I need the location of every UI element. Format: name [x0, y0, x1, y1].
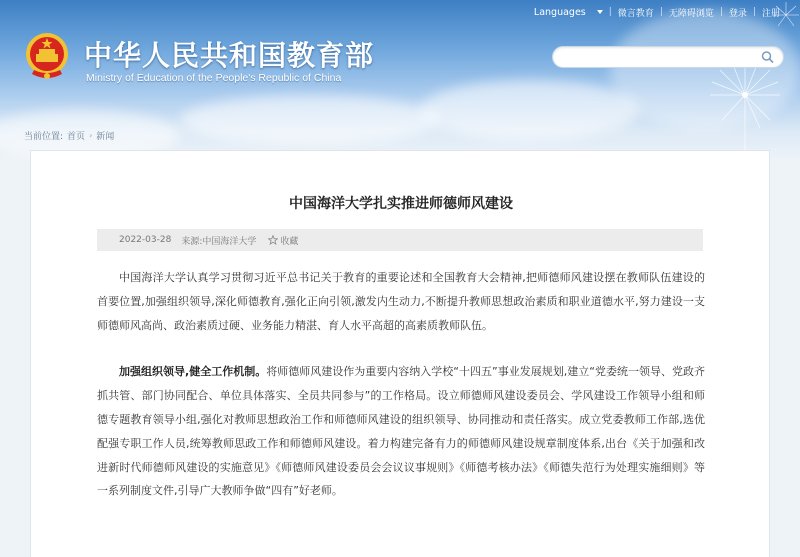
weiyan-jiaoyu-link[interactable]: 微言教育 [617, 8, 654, 19]
divider: | [752, 7, 756, 17]
languages-label: Languages [533, 6, 586, 18]
article-paragraph [97, 360, 705, 503]
article-paragraph [97, 266, 705, 337]
star-icon [268, 235, 278, 245]
site-header [0, 0, 800, 160]
login-link[interactable]: 登录 [728, 8, 747, 19]
site-subtitle: Ministry of Education of the People's Republic of China [86, 72, 342, 84]
favorite-button[interactable] [268, 234, 298, 247]
paragraph-lead: 加强组织领导,健全工作机制。 [119, 365, 267, 379]
site-title[interactable]: 中华人民共和国教育部 [84, 39, 375, 72]
cloud-decoration [420, 80, 640, 140]
article-title: 中国海洋大学扎实推进师德师风建设 [289, 196, 513, 212]
article-date: 2022-03-28 [119, 235, 172, 245]
accessibility-link[interactable]: 无障碍浏览 [668, 8, 714, 19]
divider: | [608, 7, 612, 17]
breadcrumb-home[interactable]: 首页 [67, 131, 86, 142]
chevron-right-icon: › [89, 130, 93, 140]
article-body [97, 266, 705, 526]
breadcrumb-prefix: 当前位置: [24, 131, 64, 142]
paragraph-text: 中国海洋大学认真学习贯彻习近平总书记关于教育的重要论述和全国教育大会精神,把师德师风建设摆在教师队伍建设的首要位置,加强组织领导,深化师德教育,强化正向引领,激发内生动力,不断提升教师思想政治素质和职业道德水平,努力建设一支师德师风高尚、政治素质过硬、业务能力精湛、育人水平高超的高素质教师队伍。 [97, 271, 705, 332]
languages-dropdown[interactable] [522, 7, 609, 18]
favorite-label: 收藏 [280, 236, 299, 247]
register-link[interactable]: 注册 [761, 8, 780, 19]
search-input[interactable] [552, 46, 784, 68]
breadcrumb-news[interactable]: 新闻 [96, 131, 115, 142]
article-meta-bar [97, 229, 703, 251]
top-links-bar [522, 5, 786, 19]
cloud-decoration [180, 95, 440, 145]
national-emblem-icon[interactable] [22, 30, 72, 84]
paragraph-text: 将师德师风建设作为重要内容纳入学校“十四五”事业发展规划,建立“党委统一领导、党政齐抓共管、部门协同配合、单位具体落实、全员共同参与”的工作格局。设立师德师风建设委员会、学风建设工作领导小组和师德专题教育领导小组,强化对教师思想政治工作和师德师风建设的组织领导、协同推动和责任落实。成立党委教师工作部,选优配强专职工作人员,统筹教师思政工作和师德师风建设。着力构建完备有力的师德师风建设规章制度体系,出台《关于加强和改进新时代师德师风建设的实施意见》《师德师风建设委员会会议议事规则》《师德考核办法》《师德失范行为处理实施细则》等一系列制度文件,引导广大教师争做“四有”好老师。 [97, 365, 705, 498]
article-source: 来源:中国海洋大学 [181, 236, 257, 247]
breadcrumb [24, 128, 114, 142]
article-panel [30, 150, 770, 557]
divider: | [719, 7, 723, 17]
search-icon[interactable] [760, 50, 776, 64]
caret-down-icon [597, 10, 603, 14]
divider: | [659, 7, 663, 17]
